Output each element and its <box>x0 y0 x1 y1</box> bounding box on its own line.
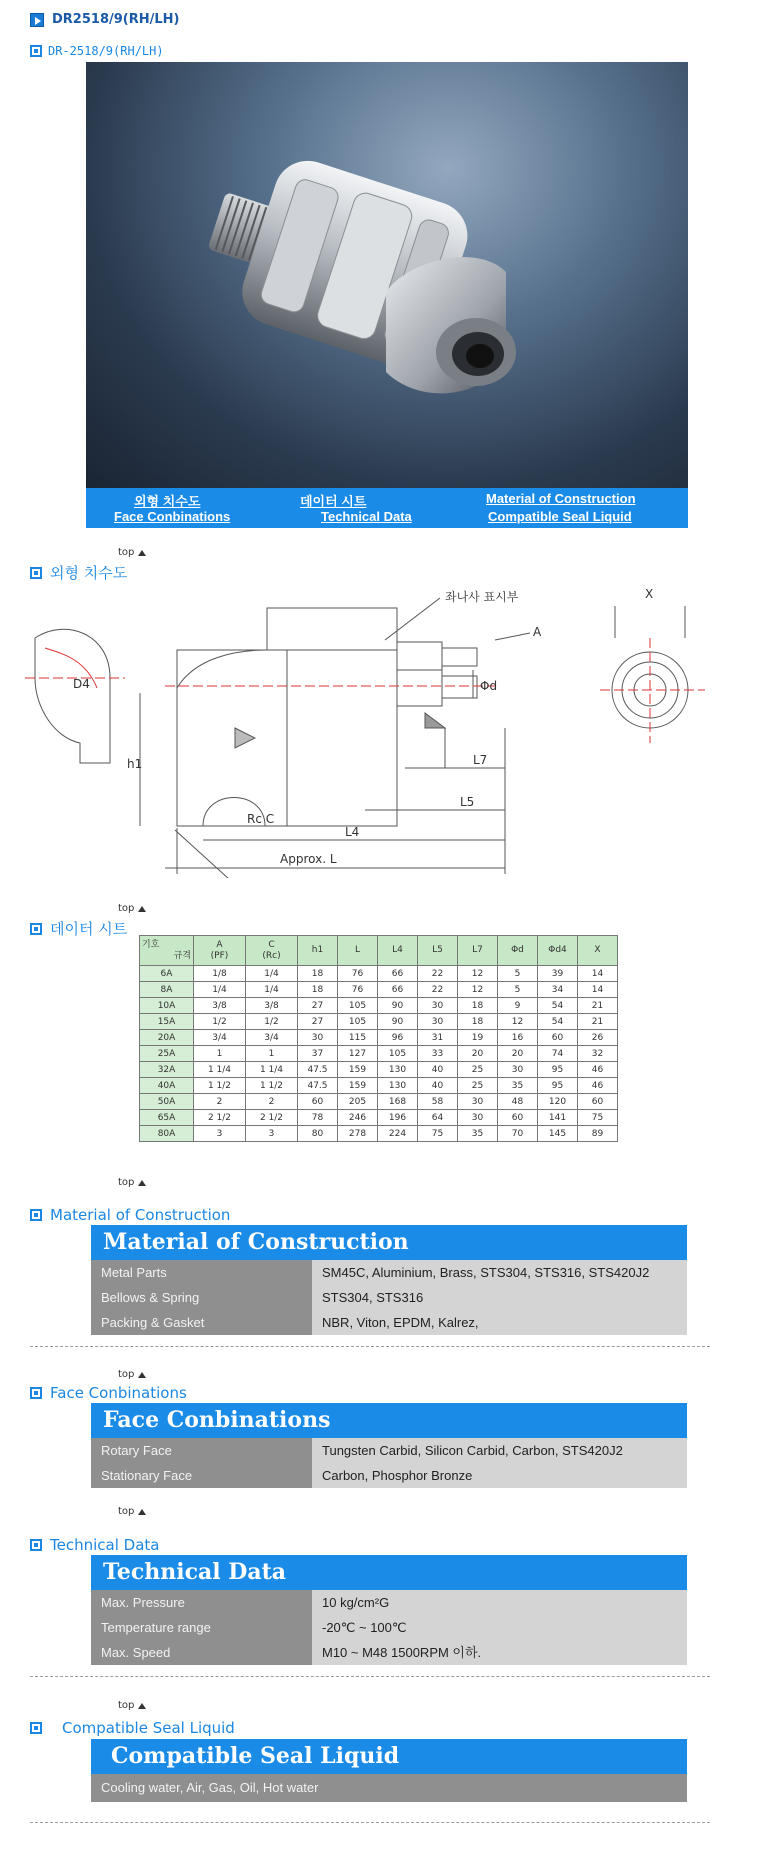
label-d4: D4 <box>73 677 90 691</box>
table-cell: 120 <box>538 1094 578 1110</box>
page-header <box>30 12 179 27</box>
table-cell: 2 <box>194 1094 246 1110</box>
table-cell: 34 <box>538 982 578 998</box>
table-row <box>140 1126 618 1142</box>
technical-panel-title: Technical Data <box>91 1555 687 1590</box>
table-cell: 246 <box>338 1110 378 1126</box>
row-key: Temperature range <box>91 1615 312 1640</box>
header-label: Φd <box>511 945 524 955</box>
table-cell: 95 <box>538 1062 578 1078</box>
page-title: DR2518/9(RH/LH) <box>52 12 180 27</box>
table-cell: 9 <box>498 998 538 1014</box>
section-face-head <box>30 1384 187 1402</box>
row-value: M10 ~ M48 1500RPM 이하. <box>312 1640 687 1665</box>
table-cell: 168 <box>378 1094 418 1110</box>
nav-link-material[interactable]: Material of Construction <box>486 491 636 506</box>
table-cell: 1/4 <box>246 982 298 998</box>
product-image <box>86 62 688 488</box>
header-label: X <box>594 945 601 955</box>
rotary-joint-render <box>86 62 688 488</box>
top-link[interactable] <box>118 547 146 558</box>
table-cell: 14 <box>578 982 618 998</box>
label-h1: h1 <box>127 757 143 771</box>
table-cell: 35 <box>498 1078 538 1094</box>
label-l7: L7 <box>473 753 488 767</box>
table-cell: 30 <box>458 1110 498 1126</box>
table-corner-cell <box>140 936 194 966</box>
section-seal-head <box>30 1719 235 1737</box>
nav-link-drawing[interactable]: 외형 치수도 <box>134 494 201 509</box>
section-technical-title: Technical Data <box>50 1536 160 1554</box>
table-cell: 105 <box>338 1014 378 1030</box>
table-cell: 1 1/4 <box>246 1062 298 1078</box>
table-cell: 2 <box>246 1094 298 1110</box>
section-face-title: Face Conbinations <box>50 1384 187 1402</box>
row-key: Bellows & Spring <box>91 1285 312 1310</box>
nav-link-technical[interactable]: Technical Data <box>321 509 412 524</box>
square-bullet-icon <box>30 1209 42 1221</box>
arrow-up-icon <box>138 1372 146 1378</box>
table-row <box>140 998 618 1014</box>
section-datasheet-title: 데이터 시트 <box>50 920 128 938</box>
table-cell: 5 <box>498 982 538 998</box>
label-approx-l: Approx. L <box>280 852 337 866</box>
row-key: Packing & Gasket <box>91 1310 312 1335</box>
label-x: X <box>645 587 654 601</box>
table-cell: 205 <box>338 1094 378 1110</box>
table-cell: 46 <box>578 1078 618 1094</box>
table-cell: 70 <box>498 1126 538 1142</box>
table-cell: 76 <box>338 982 378 998</box>
table-cell: 30 <box>418 998 458 1014</box>
face-panel-title: Face Conbinations <box>91 1403 687 1438</box>
arrow-up-icon <box>138 550 146 556</box>
table-header-row <box>140 936 618 966</box>
top-link[interactable] <box>118 1369 146 1380</box>
table-cell: 1 1/2 <box>246 1078 298 1094</box>
table-cell: 30 <box>298 1030 338 1046</box>
header-label: A <box>216 939 223 950</box>
table-cell: 18 <box>458 1014 498 1030</box>
table-header-cell <box>498 936 538 966</box>
row-key: Max. Pressure <box>91 1590 312 1615</box>
table-cell: 1/4 <box>246 966 298 982</box>
table-cell: 224 <box>378 1126 418 1142</box>
table-header-cell <box>418 936 458 966</box>
row-value: -20℃ ~ 100℃ <box>312 1615 687 1640</box>
table-header-cell <box>298 936 338 966</box>
top-link-label: top <box>118 1700 135 1711</box>
divider <box>30 1676 710 1677</box>
face-row <box>91 1463 687 1488</box>
table-cell: 141 <box>538 1110 578 1126</box>
square-bullet-icon <box>30 45 42 57</box>
table-cell: 46 <box>578 1062 618 1078</box>
table-cell: 25 <box>458 1078 498 1094</box>
table-cell: 1 1/4 <box>194 1062 246 1078</box>
table-cell: 3/4 <box>246 1030 298 1046</box>
row-value: Carbon, Phosphor Bronze <box>312 1463 687 1488</box>
seal-panel-title: Compatible Seal Liquid <box>91 1739 687 1774</box>
arrow-up-icon <box>138 1703 146 1709</box>
table-row <box>140 1110 618 1126</box>
table-cell: 1 <box>194 1046 246 1062</box>
table-row <box>140 1094 618 1110</box>
row-key: Max. Speed <box>91 1640 312 1665</box>
table-header-cell <box>194 936 246 966</box>
material-row <box>91 1285 687 1310</box>
row-value: Tungsten Carbid, Silicon Carbid, Carbon, STS420J2 <box>312 1438 687 1463</box>
arrow-up-icon <box>138 1180 146 1186</box>
table-row <box>140 966 618 982</box>
top-link-label: top <box>118 1506 135 1517</box>
table-cell: 18 <box>458 998 498 1014</box>
table-cell: 76 <box>338 966 378 982</box>
table-cell: 21 <box>578 998 618 1014</box>
label-rc: Rc C <box>247 812 275 826</box>
technical-panel <box>91 1555 687 1665</box>
row-value: NBR, Viton, EPDM, Kalrez, <box>312 1310 687 1335</box>
table-cell: 96 <box>378 1030 418 1046</box>
table-cell: 127 <box>338 1046 378 1062</box>
square-bullet-icon <box>30 567 42 579</box>
table-cell: 20 <box>458 1046 498 1062</box>
header-label: (PF) <box>210 950 229 961</box>
table-cell: 1 1/2 <box>194 1078 246 1094</box>
seal-panel <box>91 1739 687 1802</box>
table-cell: 90 <box>378 998 418 1014</box>
table-cell: 159 <box>338 1078 378 1094</box>
arrow-up-icon <box>138 1509 146 1515</box>
table-cell: 159 <box>338 1062 378 1078</box>
table-cell: 64 <box>418 1110 458 1126</box>
square-bullet-icon <box>30 1539 42 1551</box>
table-cell: 26 <box>578 1030 618 1046</box>
table-cell: 12 <box>458 982 498 998</box>
table-cell: 31 <box>418 1030 458 1046</box>
table-cell: 1/2 <box>246 1014 298 1030</box>
table-row <box>140 1062 618 1078</box>
table-cell: 3/8 <box>194 998 246 1014</box>
table-cell: 35 <box>458 1126 498 1142</box>
top-link[interactable] <box>118 903 146 914</box>
table-cell: 3/4 <box>194 1030 246 1046</box>
nav-link-seal[interactable]: Compatible Seal Liquid <box>488 509 632 524</box>
table-cell: 74 <box>538 1046 578 1062</box>
section-seal-title: Compatible Seal Liquid <box>62 1719 235 1737</box>
table-cell: 80 <box>298 1126 338 1142</box>
table-cell: 19 <box>458 1030 498 1046</box>
top-link[interactable] <box>118 1177 146 1188</box>
table-cell: 5 <box>498 966 538 982</box>
section-material-head <box>30 1206 230 1224</box>
table-cell: 20A <box>140 1030 194 1046</box>
row-value: Cooling water, Air, Gas, Oil, Hot water <box>91 1774 687 1802</box>
nav-link-face[interactable]: Face Conbinations <box>114 509 231 524</box>
table-cell: 30 <box>418 1014 458 1030</box>
table-cell: 54 <box>538 998 578 1014</box>
row-key: Rotary Face <box>91 1438 312 1463</box>
table-cell: 18 <box>298 982 338 998</box>
table-cell: 3 <box>246 1126 298 1142</box>
table-cell: 30 <box>458 1094 498 1110</box>
top-link-label: top <box>118 547 135 558</box>
table-header-cell <box>338 936 378 966</box>
table-cell: 32 <box>578 1046 618 1062</box>
table-cell: 27 <box>298 1014 338 1030</box>
table-cell: 66 <box>378 966 418 982</box>
table-cell: 20 <box>498 1046 538 1062</box>
square-bullet-icon <box>30 1722 42 1734</box>
table-row <box>140 1046 618 1062</box>
face-row <box>91 1438 687 1463</box>
top-link-label: top <box>118 1177 135 1188</box>
table-cell: 14 <box>578 966 618 982</box>
table-cell: 21 <box>578 1014 618 1030</box>
table-cell: 37 <box>298 1046 338 1062</box>
table-cell: 60 <box>298 1094 338 1110</box>
table-cell: 60 <box>538 1030 578 1046</box>
table-cell: 58 <box>418 1094 458 1110</box>
top-link[interactable] <box>118 1506 146 1517</box>
table-row <box>140 1078 618 1094</box>
divider <box>30 1822 710 1823</box>
table-cell: 12 <box>458 966 498 982</box>
table-cell: 66 <box>378 982 418 998</box>
page-subtitle: DR-2518/9(RH/LH) <box>48 44 164 58</box>
table-cell: 95 <box>538 1078 578 1094</box>
table-header-cell <box>246 936 298 966</box>
row-key: Stationary Face <box>91 1463 312 1488</box>
header-label: L4 <box>392 945 403 955</box>
label-l4: L4 <box>345 825 360 839</box>
label-l5: L5 <box>460 795 475 809</box>
table-cell: 32A <box>140 1062 194 1078</box>
table-cell: 30 <box>498 1062 538 1078</box>
table-cell: 1/2 <box>194 1014 246 1030</box>
section-material-title: Material of Construction <box>50 1206 231 1224</box>
label-a: A <box>533 625 542 639</box>
material-panel-title: Material of Construction <box>91 1225 687 1260</box>
table-cell: 105 <box>338 998 378 1014</box>
header-label: Φd4 <box>548 945 567 955</box>
table-cell: 3 <box>194 1126 246 1142</box>
label-left-thread: 좌나사 표시부 <box>445 590 519 604</box>
table-cell: 50A <box>140 1094 194 1110</box>
table-row <box>140 982 618 998</box>
table-cell: 47.5 <box>298 1062 338 1078</box>
table-cell: 15A <box>140 1014 194 1030</box>
seal-row <box>91 1774 687 1802</box>
table-cell: 145 <box>538 1126 578 1142</box>
table-cell: 1 <box>246 1046 298 1062</box>
top-link-label: top <box>118 903 135 914</box>
table-cell: 115 <box>338 1030 378 1046</box>
header-label: (Rc) <box>262 950 281 961</box>
header-label: L7 <box>472 945 483 955</box>
table-cell: 2 1/2 <box>246 1110 298 1126</box>
table-cell: 60 <box>578 1094 618 1110</box>
header-label: C <box>268 939 275 950</box>
table-cell: 25A <box>140 1046 194 1062</box>
arrow-right-icon <box>30 13 44 27</box>
table-cell: 78 <box>298 1110 338 1126</box>
table-row <box>140 1014 618 1030</box>
table-cell: 40 <box>418 1062 458 1078</box>
table-cell: 130 <box>378 1062 418 1078</box>
table-cell: 25 <box>458 1062 498 1078</box>
table-cell: 90 <box>378 1014 418 1030</box>
datasheet-table <box>139 935 618 1142</box>
corner-top-label: 기호 <box>142 939 160 950</box>
face-panel <box>91 1403 687 1488</box>
table-cell: 47.5 <box>298 1078 338 1094</box>
table-cell: 1/4 <box>194 982 246 998</box>
table-cell: 39 <box>538 966 578 982</box>
divider <box>30 1346 710 1347</box>
row-value: SM45C, Aluminium, Brass, STS304, STS316, STS420J2 <box>312 1260 687 1285</box>
page-subtitle-row <box>30 44 164 58</box>
technical-row <box>91 1640 687 1665</box>
table-cell: 80A <box>140 1126 194 1142</box>
nav-link-datasheet[interactable]: 데이터 시트 <box>300 494 367 509</box>
section-drawing-title: 외형 치수도 <box>50 564 128 582</box>
section-datasheet-head <box>30 918 127 939</box>
table-row <box>140 1030 618 1046</box>
table-header-cell <box>458 936 498 966</box>
table-cell: 75 <box>578 1110 618 1126</box>
table-cell: 60 <box>498 1110 538 1126</box>
material-row <box>91 1260 687 1285</box>
arrow-up-icon <box>138 906 146 912</box>
table-header-cell <box>378 936 418 966</box>
table-cell: 105 <box>378 1046 418 1062</box>
header-label: L <box>354 945 360 955</box>
row-key: Metal Parts <box>91 1260 312 1285</box>
table-cell: 48 <box>498 1094 538 1110</box>
table-cell: 40 <box>418 1078 458 1094</box>
table-cell: 278 <box>338 1126 378 1142</box>
table-cell: 6A <box>140 966 194 982</box>
corner-bottom-label: 규격 <box>173 950 191 961</box>
table-header-cell <box>578 936 618 966</box>
table-cell: 22 <box>418 966 458 982</box>
material-row <box>91 1310 687 1335</box>
row-value: 10 kg/cm²G <box>312 1590 687 1615</box>
square-bullet-icon <box>30 1387 42 1399</box>
section-technical-head <box>30 1536 159 1554</box>
table-cell: 18 <box>298 966 338 982</box>
top-link[interactable] <box>118 1700 146 1711</box>
section-nav-bar <box>86 488 688 528</box>
table-cell: 89 <box>578 1126 618 1142</box>
top-link-label: top <box>118 1369 135 1380</box>
table-cell: 65A <box>140 1110 194 1126</box>
table-cell: 75 <box>418 1126 458 1142</box>
square-bullet-icon <box>30 923 42 935</box>
table-header-cell <box>538 936 578 966</box>
table-cell: 130 <box>378 1078 418 1094</box>
header-label: h1 <box>311 945 324 955</box>
material-panel <box>91 1225 687 1335</box>
table-cell: 196 <box>378 1110 418 1126</box>
table-cell: 22 <box>418 982 458 998</box>
dimension-drawing <box>25 578 705 878</box>
technical-row <box>91 1615 687 1640</box>
table-cell: 16 <box>498 1030 538 1046</box>
technical-row <box>91 1590 687 1615</box>
table-cell: 2 1/2 <box>194 1110 246 1126</box>
table-cell: 27 <box>298 998 338 1014</box>
row-value: STS304, STS316 <box>312 1285 687 1310</box>
table-cell: 1/8 <box>194 966 246 982</box>
table-cell: 8A <box>140 982 194 998</box>
table-cell: 40A <box>140 1078 194 1094</box>
label-phid: Φd <box>480 679 498 693</box>
table-cell: 54 <box>538 1014 578 1030</box>
header-label: L5 <box>432 945 443 955</box>
table-cell: 33 <box>418 1046 458 1062</box>
table-cell: 3/8 <box>246 998 298 1014</box>
table-cell: 12 <box>498 1014 538 1030</box>
table-cell: 10A <box>140 998 194 1014</box>
